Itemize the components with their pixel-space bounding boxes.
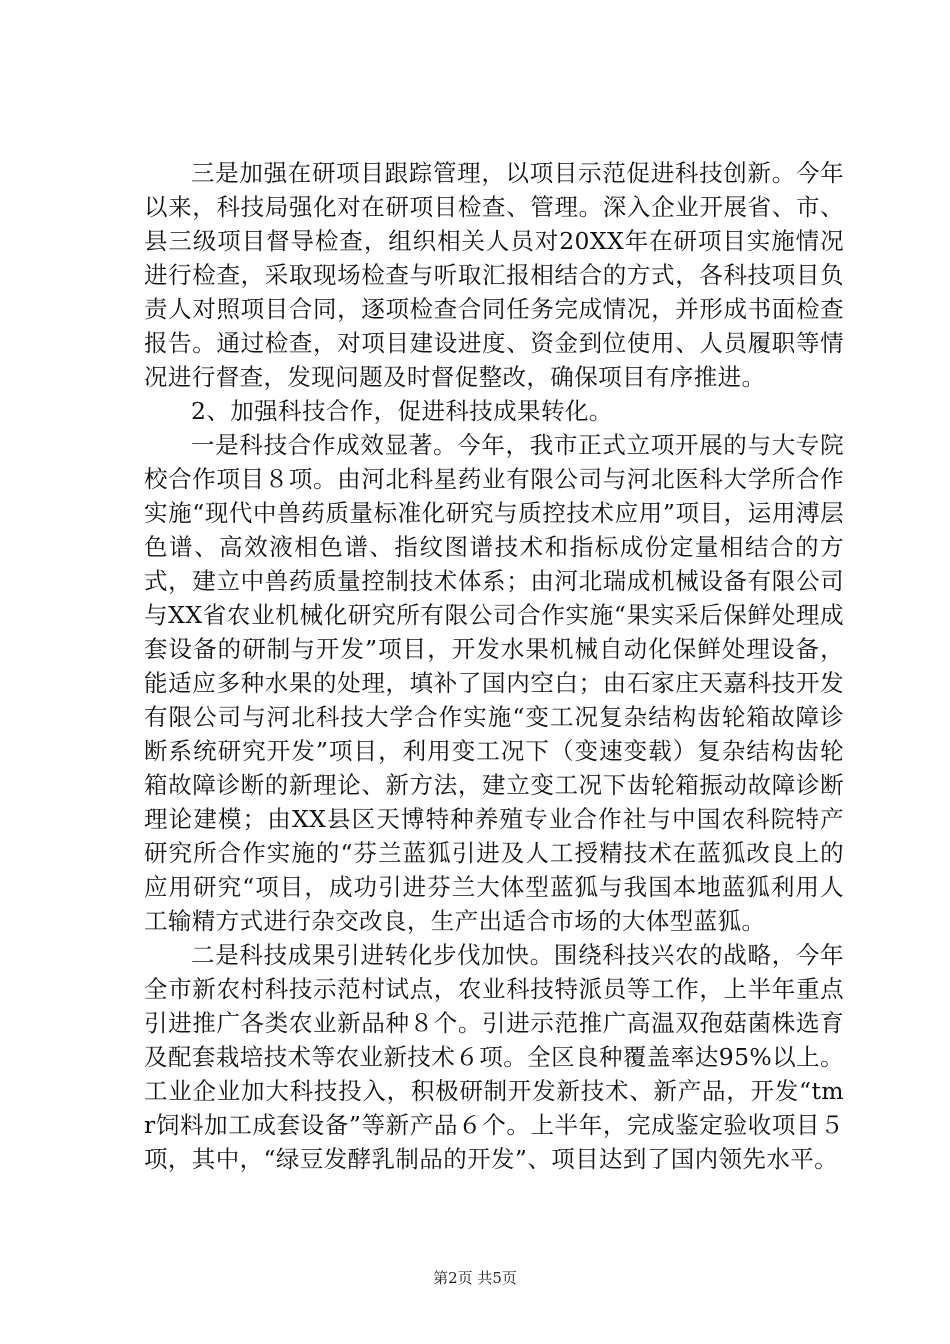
section-heading-tech-cooperation: 2、加强科技合作，促进科技成果转化。 [191, 397, 613, 425]
page-footer: 第2页 共5页 [433, 1269, 517, 1287]
paragraph-cooperation-results: 一是科技合作成效显著。今年，我市正式立项开展的与大专院校合作项目８项。由河北科星药业有限公司与河北医科大学所合作实施“现代中兽药质量标准化研究与质控技术应用”项目，运用溥层色谱、高效液相色谱、指纹图谱技术和指标成份定量相结合的方式，建立中兽药质量控制技术体系；由河北瑞成机械设备有限公司与XX省农业机械化研究所有限公司合作实施“果实采后保鲜处理成套设备的研制与开发”项目，开发水果机械自动化保鲜处理设备，能适应多种水果的处理，填补了国内空白；由石家庄天嘉科技开发有限公司与河北科技大学合作实施“变工况复杂结构齿轮箱故障诊断系统研究开发”项目，利用变工况下（变速变载）复杂结构齿轮箱故障诊断的新理论、新方法，建立变工况下齿轮箱振动故障诊断理论建模；由XX县区天博特种养殖专业合作社与中国农科院特产研究所合作实施的“芬兰蓝狐引进及人工授精技术在蓝狐改良上的应用研究“项目，成功引进芬兰大体型蓝狐与我国本地蓝狐利用人工输精方式进行杂交改良，生产出适合市场的大体型蓝狐。 [144, 431, 844, 935]
paragraph-achievement-transfer: 二是科技成果引进转化步伐加快。围绕科技兴农的战略，今年全市新农村科技示范村试点，农业科技特派员等工作，上半年重点引进推广各类农业新品种８个。引进示范推广高温双孢菇菌株选育及配套栽培技术等农业新技术６项。全区良种覆盖率达95%以上。工业企业加大科技投入，积极研制开发新技术、新产品，开发“tmr饲料加工成套设备”等新产品６个。上半年，完成鉴定验收项目５项，其中，“绿豆发酵乳制品的开发”、项目达到了国内领先水平。 [144, 941, 844, 1173]
paragraph-project-tracking: 三是加强在研项目跟踪管理，以项目示范促进科技创新。今年以来，科技局强化对在研项目检查、管理。深入企业开展省、市、县三级项目督导检查，组织相关人员对20XX年在研项目实施情况进行检查，采取现场检查与听取汇报相结合的方式，各科技项目负责人对照项目合同，逐项检查合同任务完成情况，并形成书面检查报告。通过检查，对项目建设进度、资金到位使用、人员履职等情况进行督查，发现问题及时督促整改，确保项目有序推进。 [144, 159, 844, 391]
document-body [144, 156, 844, 1176]
